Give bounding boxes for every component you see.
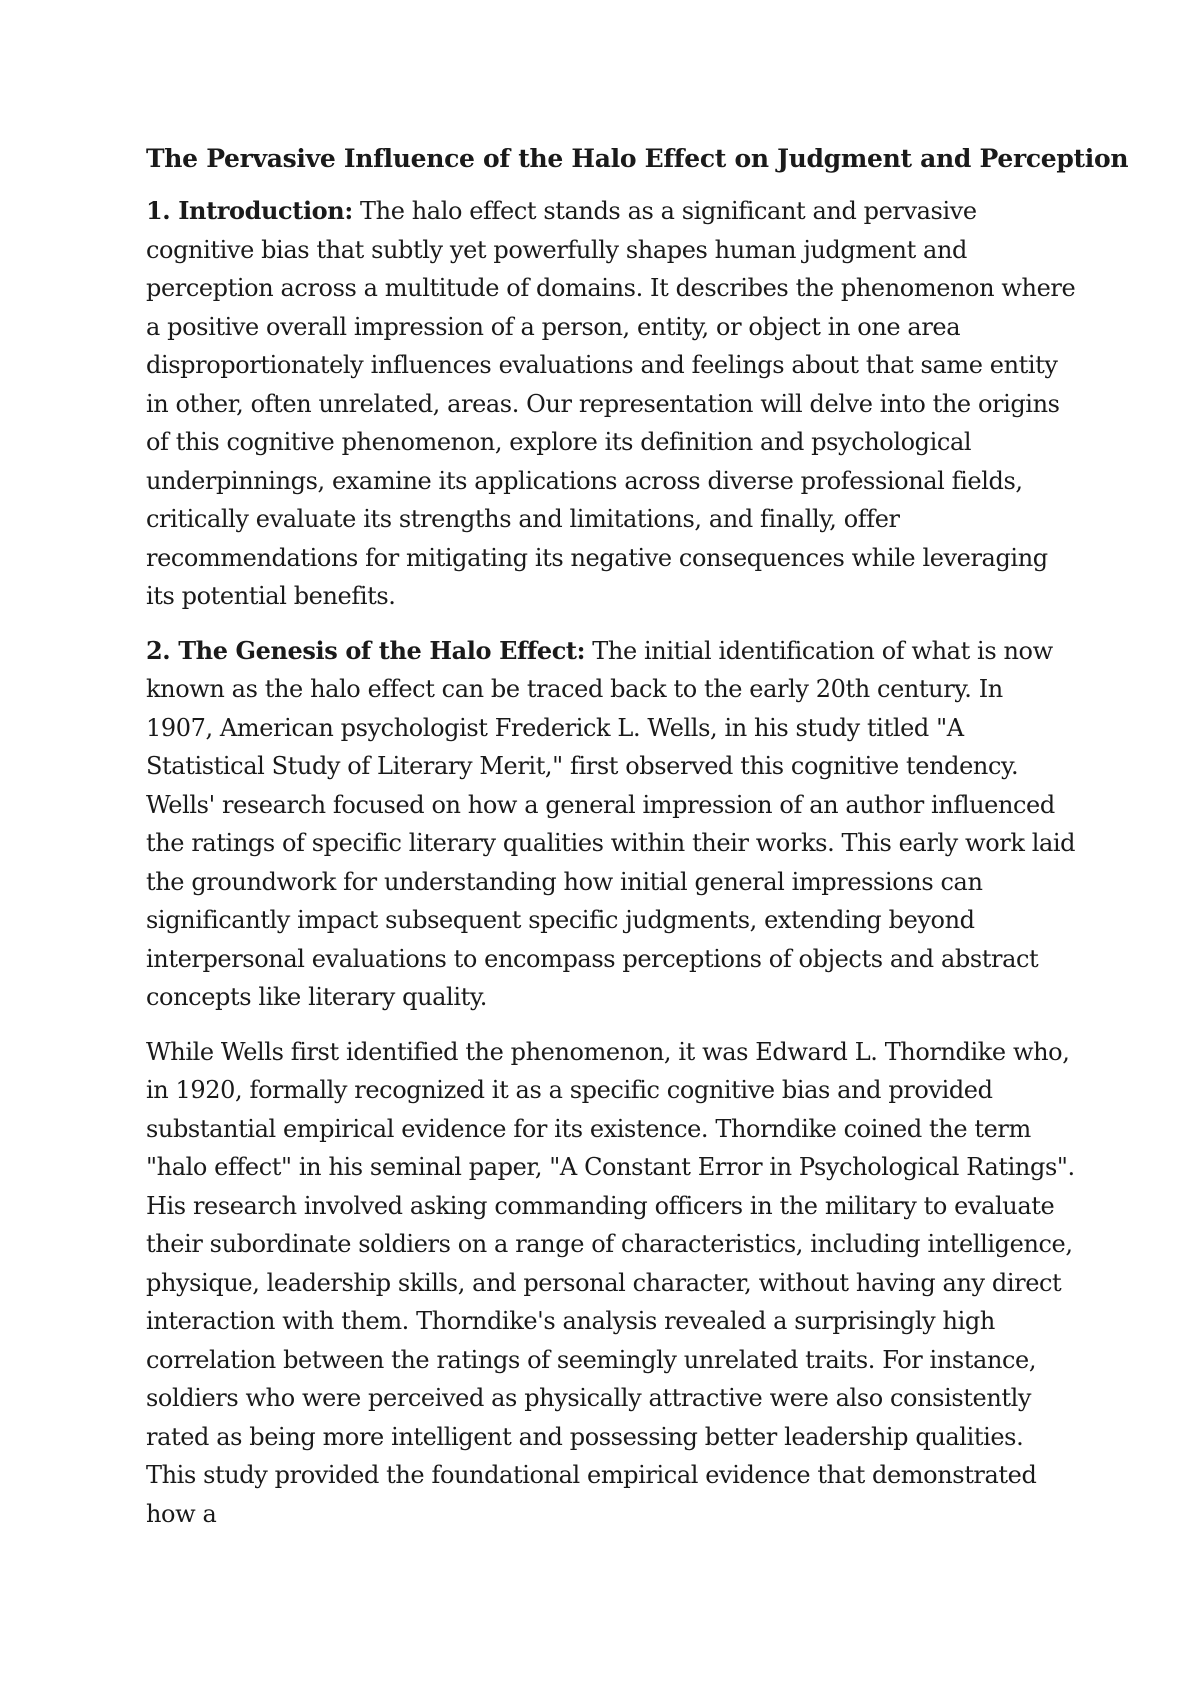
paragraph-genesis: [146, 632, 1076, 1017]
paragraph-text: While Wells first identified the phenomenon, it was Edward L. Thorndike who, in 1920, formally recognized it as a specific cognitive bias and provided substantial empirical evidence for its existence. Thorndike coined the term "halo effect" in his seminal paper, "A Constant Error in Psychological Ratings". His research involved asking commanding officers in the military to evaluate their subordinate soldiers on a range of characteristics, including intelligence, physique, leadership skills, and personal character, without having any direct interaction with them. Thorndike's analysis revealed a surprisingly high correlation between the ratings of seemingly unrelated traits. For instance, soldiers who were perceived as physically attractive were also consistently rated as being more intelligent and possessing better leadership qualities. This study provided the foundational empirical evidence that demonstrated how a: [146, 1037, 1075, 1528]
paragraph-lead: 1. Introduction:: [146, 196, 353, 225]
paragraph-text: The halo effect stands as a significant and pervasive cognitive bias that subtly yet powerfully shapes human judgment and perception across a multitude of domains. It describes the phenomenon where a positive overall impression of a person, entity, or object in one area disproportionately influences evaluations and feelings about that same entity in other, often unrelated, areas. Our representation will delve into the origins of this cognitive phenomenon, explore its definition and psychological underpinnings, examine its applications across diverse professional fields, critically evaluate its strengths and limitations, and finally, offer recommendations for mitigating its negative consequences while leveraging its potential benefits.: [146, 197, 1076, 610]
paragraph-text: The initial identification of what is now known as the halo effect can be traced back to the early 20th century. In 1907, American psychologist Frederick L. Wells, in his study titled "A Statistical Study of Literary Merit," first observed this cognitive tendency. Wells' research focused on how a general impression of an author influenced the ratings of specific literary qualities within their works. This early work laid the groundwork for understanding how initial general impressions can significantly impact subsequent specific judgments, extending beyond interpersonal evaluations to encompass perceptions of objects and abstract concepts like literary quality.: [146, 636, 1076, 1011]
paragraph-lead: 2. The Genesis of the Halo Effect:: [146, 635, 586, 665]
paragraph-introduction: [146, 192, 1076, 616]
document-title: The Pervasive Influence of the Halo Effect on Judgment and Perception: [146, 144, 1129, 173]
document-body: [146, 140, 1129, 1549]
paragraph-thorndike: [146, 1033, 1076, 1534]
